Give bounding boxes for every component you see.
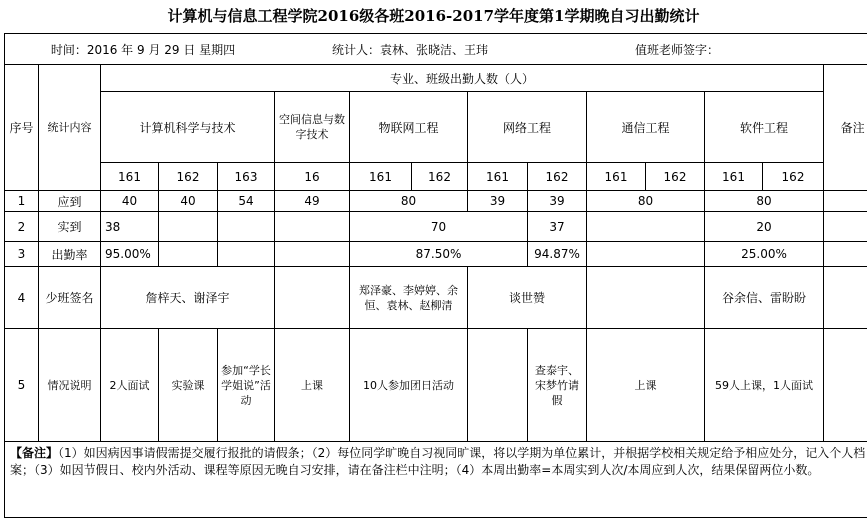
row-seq: 4 (5, 267, 39, 329)
cell-value: 查泰宇、宋梦竹请假 (528, 329, 587, 442)
footnote-text: （1）如因病因事请假需提交履行报批的请假条；（2）每位同学旷晚自习视同旷课，将以学期为单位累计，并根据学校相关规定给予相应处分，记入个人档案；（3）如因节假日、校内外活动、课程等原因无晚自习安排，请在备注栏中注明；（4）本周出勤率=本周实到人次/本周应到人次，结果保留两位小数。 (10, 446, 866, 477)
class-comm-162: 162 (646, 163, 705, 191)
seq-header: 序号 (5, 65, 39, 191)
cell-value (159, 212, 218, 242)
row-label: 情况说明 (39, 329, 101, 442)
supervisor-signature-field: 值班老师签字： (635, 42, 720, 57)
info-row (5, 34, 867, 65)
cell-value (159, 242, 218, 267)
cell-value: 谷余信、雷盼盼 (705, 267, 824, 329)
major-name-communication: 通信工程 (587, 92, 705, 163)
footnote-row (5, 442, 867, 518)
major-name-iot: 物联网工程 (350, 92, 468, 163)
class-cs-163: 163 (218, 163, 275, 191)
row-seq: 1 (5, 191, 39, 212)
absent-row (5, 267, 867, 329)
cell-value (275, 267, 350, 329)
cell-value (587, 212, 705, 242)
cell-value: 37 (528, 212, 587, 242)
major-name-spatial: 空间信息与数字技术 (275, 92, 350, 163)
majors-group-header: 专业、班级出勤人数（人） (101, 65, 824, 92)
row-label: 少班签名 (39, 267, 101, 329)
page-title: 计算机与信息工程学院2016级各班2016-2017学年度第1学期晚自习出勤统计 (167, 7, 700, 25)
cell-value: 25.00% (705, 242, 824, 267)
remarks-cell (824, 267, 867, 329)
class-net-161: 161 (468, 163, 528, 191)
cell-value: 郑泽豪、李婷婷、余恒、袁林、赵柳清 (350, 267, 468, 329)
cell-value: 80 (705, 191, 824, 212)
class-iot-161: 161 (350, 163, 412, 191)
cell-value (587, 242, 705, 267)
cell-value: 39 (528, 191, 587, 212)
remarks-header: 备注 (824, 65, 867, 191)
cell-value: 上课 (587, 329, 705, 442)
cell-value: 实验课 (159, 329, 218, 442)
header-row-2 (5, 92, 867, 163)
content-header: 统计内容 (39, 65, 101, 191)
cell-value: 54 (218, 191, 275, 212)
cell-value (218, 212, 275, 242)
cell-value: 詹梓天、谢泽宇 (101, 267, 275, 329)
row-label: 实到 (39, 212, 101, 242)
cell-value: 20 (705, 212, 824, 242)
cell-value: 80 (587, 191, 705, 212)
cell-value (587, 267, 705, 329)
cell-value: 10人参加团日活动 (350, 329, 468, 442)
cell-value (468, 329, 528, 442)
major-name-software: 软件工程 (705, 92, 824, 163)
notes-row (5, 329, 867, 442)
remarks-cell (824, 212, 867, 242)
class-comm-161: 161 (587, 163, 646, 191)
cell-value (275, 212, 350, 242)
cell-value: 70 (350, 212, 528, 242)
class-soft-161: 161 (705, 163, 763, 191)
cell-value: 87.50% (350, 242, 528, 267)
row-label: 应到 (39, 191, 101, 212)
actual-row (5, 212, 867, 242)
row-seq: 2 (5, 212, 39, 242)
expected-row (5, 191, 867, 212)
cell-value: 80 (350, 191, 468, 212)
cell-value (218, 242, 275, 267)
cell-value: 59人上课，1人面试 (705, 329, 824, 442)
cell-value: 49 (275, 191, 350, 212)
cell-value: 参加“学长学姐说”活动 (218, 329, 275, 442)
attendance-table (4, 33, 867, 518)
cell-value: 40 (159, 191, 218, 212)
cell-value: 谈世赞 (468, 267, 587, 329)
remarks-cell (824, 242, 867, 267)
counter-field: 统计人：袁林、张晓洁、王玮 (331, 42, 488, 57)
cell-value: 38 (101, 212, 159, 242)
class-cs-162: 162 (159, 163, 218, 191)
class-net-162: 162 (528, 163, 587, 191)
rate-row (5, 242, 867, 267)
cell-value: 95.00% (101, 242, 159, 267)
class-soft-162: 162 (763, 163, 824, 191)
cell-value (275, 242, 350, 267)
cell-value: 40 (101, 191, 159, 212)
class-row (5, 163, 867, 191)
class-iot-162: 162 (412, 163, 468, 191)
cell-value: 2人面试 (101, 329, 159, 442)
major-name-network: 网络工程 (468, 92, 587, 163)
class-spatial-16: 16 (275, 163, 350, 191)
cell-value: 上课 (275, 329, 350, 442)
date-field: 时间：2016 年 9 月 29 日 星期四 (50, 42, 236, 57)
row-seq: 5 (5, 329, 39, 442)
cell-value: 94.87% (528, 242, 587, 267)
remarks-cell (824, 329, 867, 442)
row-label: 出勤率 (39, 242, 101, 267)
row-seq: 3 (5, 242, 39, 267)
remarks-cell (824, 191, 867, 212)
major-name-cs: 计算机科学与技术 (101, 92, 275, 163)
cell-value: 39 (468, 191, 528, 212)
footnote-label: 【备注】 (10, 446, 59, 460)
header-row-1 (5, 65, 867, 92)
class-cs-161: 161 (101, 163, 159, 191)
